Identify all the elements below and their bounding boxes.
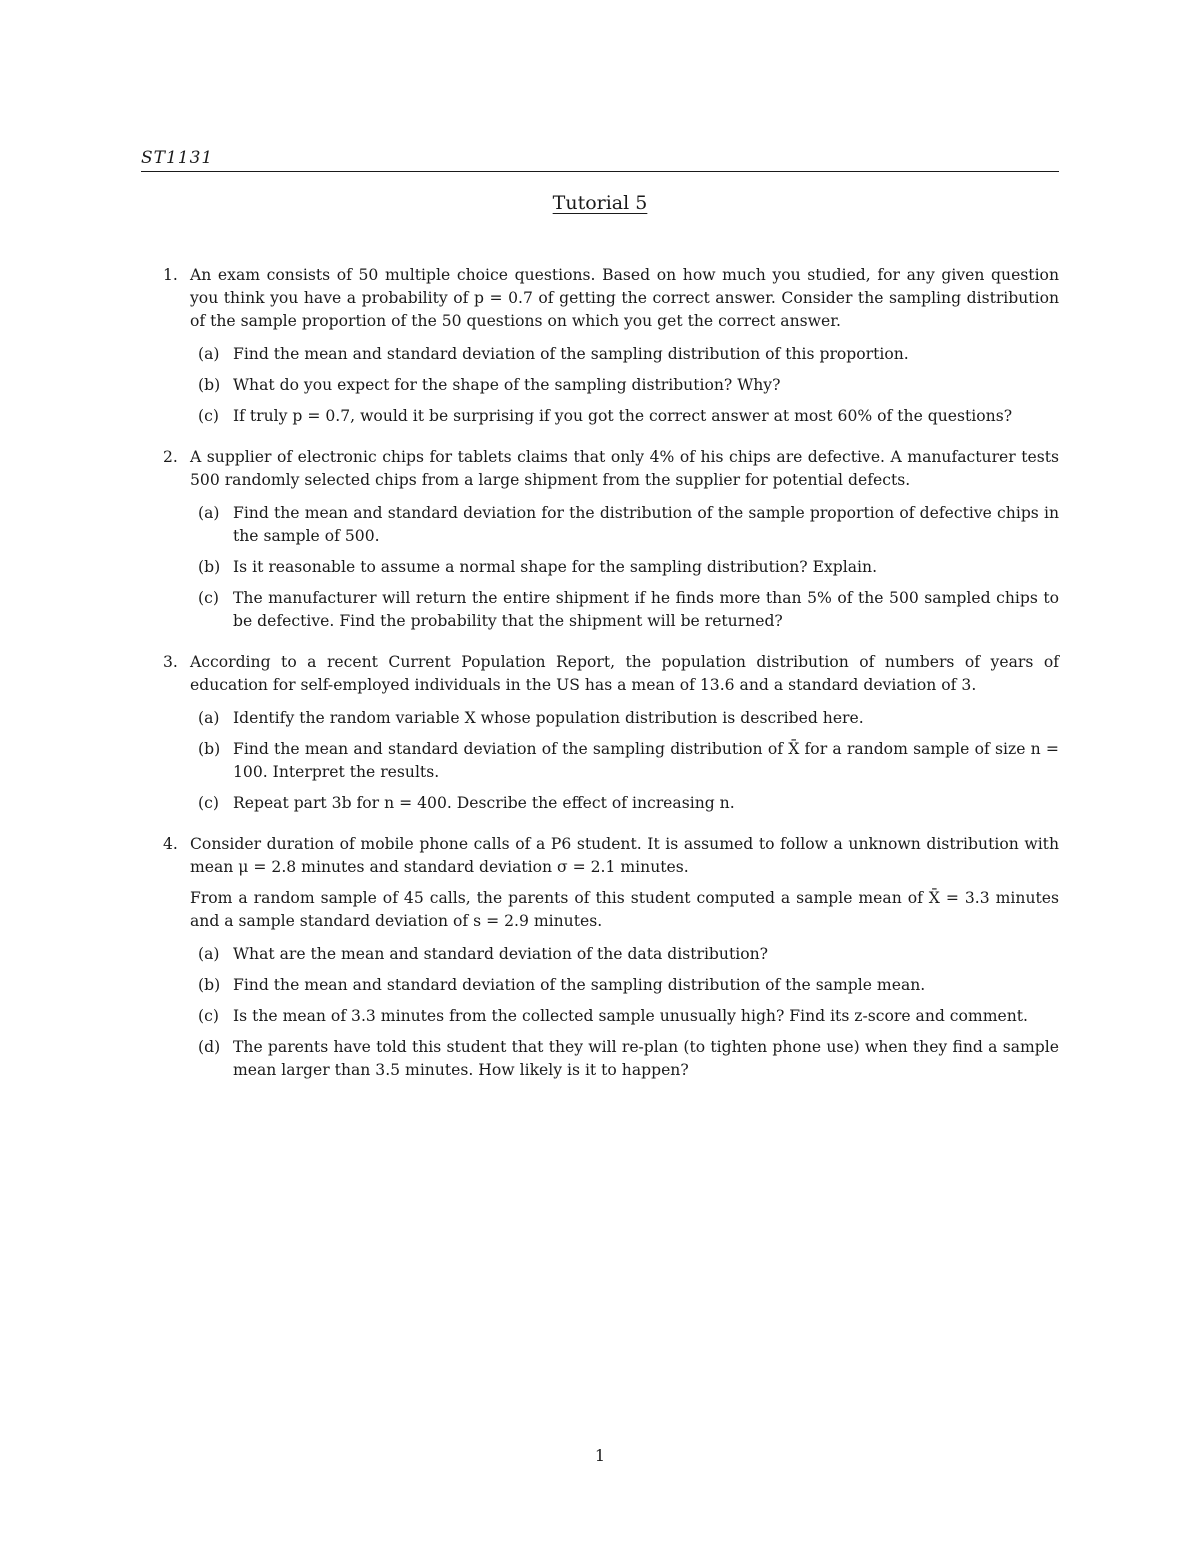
question-part [190, 374, 1059, 397]
page-title-text: Tutorial 5 [552, 192, 648, 214]
part-label: (c) [198, 589, 219, 607]
question-part [190, 502, 1059, 548]
question-text: According to a recent Current Population Report, the population distribution of numbers of years of education for self-employed individuals in the US has a mean of 13.6 and a standard deviation of 3. [190, 653, 1059, 694]
question-parts [190, 943, 1059, 1082]
part-text: Find the mean and standard deviation of the sampling distribution of X̄ for a random sample of size n = 100. Interpret the results. [233, 740, 1059, 781]
question-part [190, 974, 1059, 997]
page-title [0, 192, 1200, 214]
question-part [190, 1036, 1059, 1082]
question-part [190, 707, 1059, 730]
part-text: Find the mean and standard deviation for the distribution of the sample proportion of defective chips in the sample of 500. [233, 504, 1059, 545]
part-label: (b) [198, 376, 221, 394]
question-part [190, 1005, 1059, 1028]
question-number: 1. [163, 266, 178, 284]
question-text: A supplier of electronic chips for tablets claims that only 4% of his chips are defective. A manufacturer tests 500 randomly selected chips from a large shipment from the supplier for potential defects. [190, 448, 1059, 489]
part-label: (b) [198, 976, 221, 994]
part-label: (a) [198, 504, 220, 522]
part-text: Identify the random variable X whose population distribution is described here. [233, 709, 864, 727]
question-item [141, 651, 1059, 815]
question-number: 4. [163, 835, 178, 853]
header-divider [141, 171, 1059, 172]
question-parts [190, 502, 1059, 633]
page-number: 1 [594, 1446, 606, 1465]
question-text-continued: From a random sample of 45 calls, the parents of this student computed a sample mean of X̄ = 3.3 minutes and a sample standard deviation of s = 2.9 minutes. [190, 889, 1059, 930]
question-number: 2. [163, 448, 178, 466]
question-item [141, 833, 1059, 1082]
part-text: The parents have told this student that they will re-plan (to tighten phone use) when they find a sample mean larger than 3.5 minutes. How likely is it to happen? [233, 1038, 1059, 1079]
part-label: (c) [198, 794, 219, 812]
question-list [141, 264, 1059, 1100]
part-label: (c) [198, 407, 219, 425]
question-parts [190, 343, 1059, 428]
question-part [190, 556, 1059, 579]
part-text: Is it reasonable to assume a normal shape for the sampling distribution? Explain. [233, 558, 878, 576]
part-label: (a) [198, 345, 220, 363]
part-label: (d) [198, 1038, 221, 1056]
question-part [190, 343, 1059, 366]
part-label: (a) [198, 709, 220, 727]
question-part [190, 587, 1059, 633]
question-text: An exam consists of 50 multiple choice questions. Based on how much you studied, for any given question you think you have a probability of p = 0.7 of getting the correct answer. Consider the sampling distribution of the sample proportion of the 50 questions on which you get the correct answer. [190, 266, 1059, 330]
part-label: (a) [198, 945, 220, 963]
question-parts [190, 707, 1059, 815]
part-text: Find the mean and standard deviation of the sampling distribution of the sample mean. [233, 976, 926, 994]
question-part [190, 405, 1059, 428]
question-part [190, 738, 1059, 784]
course-code: ST1131 [141, 148, 214, 168]
part-label: (b) [198, 558, 221, 576]
part-text: The manufacturer will return the entire shipment if he finds more than 5% of the 500 sampled chips to be defective. Find the probability that the shipment will be returned? [233, 589, 1059, 630]
part-label: (b) [198, 740, 221, 758]
question-item [141, 446, 1059, 633]
part-text: Is the mean of 3.3 minutes from the collected sample unusually high? Find its z-score and comment. [233, 1007, 1028, 1025]
part-label: (c) [198, 1007, 219, 1025]
question-text: Consider duration of mobile phone calls of a P6 student. It is assumed to follow a unknown distribution with mean μ = 2.8 minutes and standard deviation σ = 2.1 minutes. [190, 835, 1059, 876]
part-text: Repeat part 3b for n = 400. Describe the effect of increasing n. [233, 794, 735, 812]
question-item [141, 264, 1059, 428]
question-part [190, 792, 1059, 815]
part-text: What do you expect for the shape of the sampling distribution? Why? [233, 376, 781, 394]
part-text: Find the mean and standard deviation of the sampling distribution of this proportion. [233, 345, 909, 363]
question-number: 3. [163, 653, 178, 671]
part-text: If truly p = 0.7, would it be surprising if you got the correct answer at most 60% of the questions? [233, 407, 1013, 425]
part-text: What are the mean and standard deviation of the data distribution? [233, 945, 768, 963]
question-part [190, 943, 1059, 966]
